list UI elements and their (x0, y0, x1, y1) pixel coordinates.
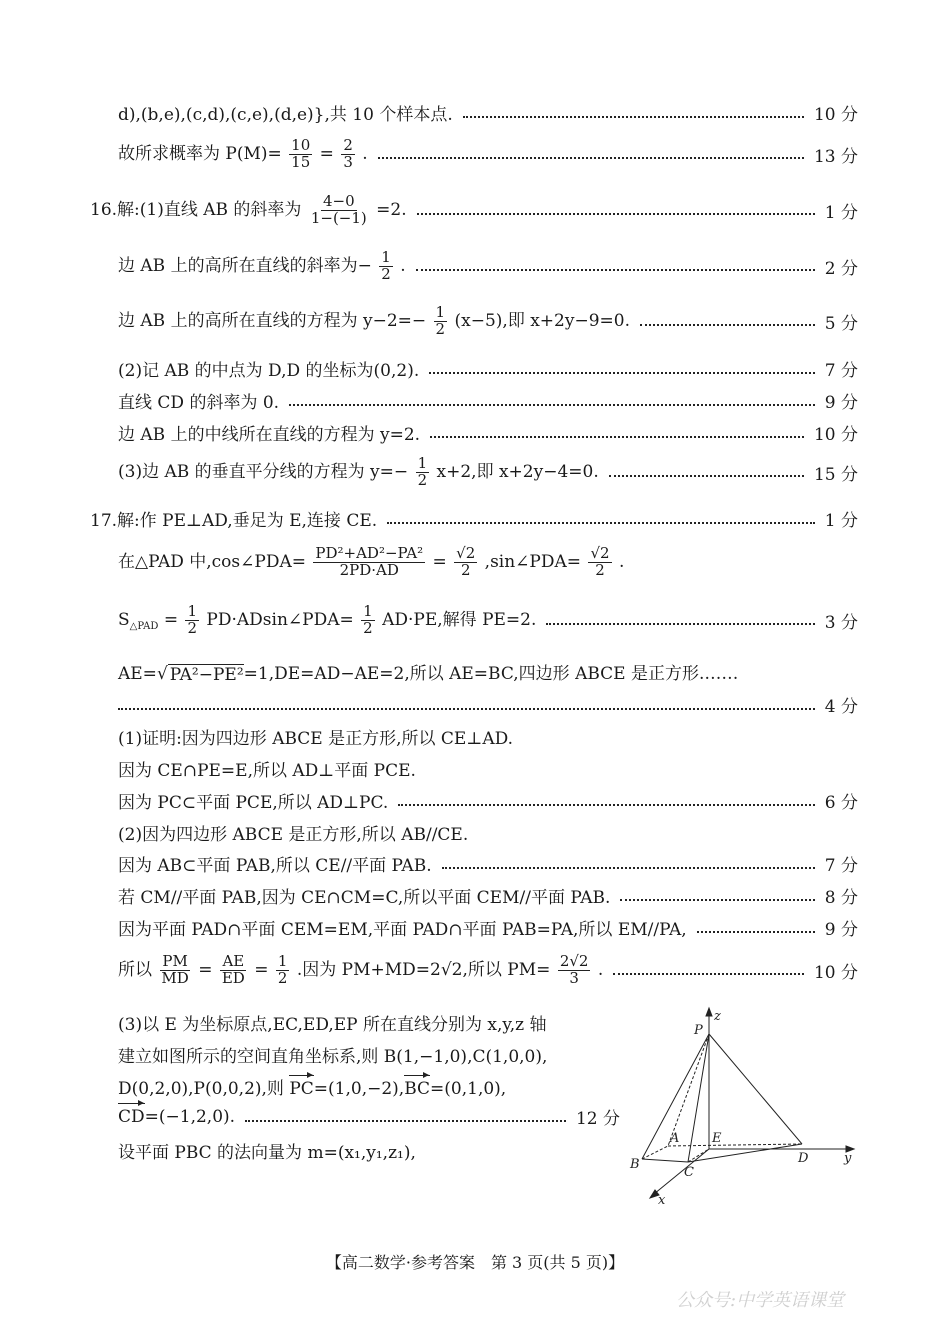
dot-leader (289, 404, 815, 406)
text-part: (3)边 AB 的垂直平分线的方程为 y=− (118, 461, 409, 482)
line-text: 设平面 PBC 的法向量为 m=(x₁,y₁,z₁), (118, 1143, 416, 1163)
fraction (159, 954, 190, 987)
line-text (118, 604, 536, 637)
text-part: 边 AB 上的高所在直线的斜率为− (118, 255, 372, 276)
denominator: 1−(−1) (310, 208, 367, 227)
text-part: 在△PAD 中,cos∠PDA= (118, 551, 306, 572)
answer-line (118, 546, 858, 579)
answer-line (118, 915, 858, 940)
dot-leader (245, 1120, 566, 1122)
line-text: 直线 CD 的斜率为 0. (118, 393, 280, 413)
fraction (361, 604, 375, 637)
numerator: 1 (381, 248, 391, 266)
label-C: C (684, 1165, 694, 1180)
answer-line (118, 788, 858, 813)
answer-line (118, 100, 858, 125)
label-P: P (694, 1023, 703, 1038)
dot-leader (463, 116, 804, 118)
text-part: 故所求概率为 P(M)= (118, 143, 282, 164)
denominator: ED (221, 968, 245, 987)
answer-line (118, 1042, 632, 1067)
line-text (90, 194, 407, 227)
answer-line (118, 250, 858, 283)
denominator: 2 (595, 560, 605, 579)
answer-line (118, 1074, 632, 1099)
numerator: 1 (417, 454, 428, 472)
fraction (558, 954, 591, 987)
fraction (313, 546, 425, 579)
fraction (309, 194, 369, 227)
line-text: 因为平面 PAD∩平面 CEM=EM,平面 PAD∩平面 PAB=PA,所以 EM//PA, (118, 920, 687, 940)
denominator: 2 (460, 560, 471, 579)
answer-line (90, 506, 858, 531)
numerator: 10 (291, 136, 311, 154)
answer-line (118, 756, 858, 781)
line-text: 因为 PC⊂平面 PCE,所以 AD⊥PC. (118, 793, 389, 813)
subscript: △PAD (129, 621, 159, 633)
fraction (276, 954, 290, 987)
edge-BC (642, 1159, 688, 1162)
answer-line (118, 1010, 632, 1035)
line-text: 建立如图所示的空间直角坐标系,则 B(1,−1,0),C(1,0,0), (118, 1047, 548, 1067)
text-part: = (319, 143, 334, 164)
edge-CD (688, 1144, 802, 1162)
answer-line (118, 724, 858, 749)
score-label: 5 分 (824, 313, 858, 334)
line-text: 因为 AB⊂平面 PAB,所以 CE//平面 PAB. (118, 856, 432, 876)
line-text (118, 305, 630, 338)
text-part: =(1,0,−2), (313, 1079, 405, 1099)
fraction (220, 954, 247, 987)
text-part: . (618, 551, 625, 572)
answer-line (118, 456, 858, 489)
numerator: 1 (187, 602, 198, 620)
text-part: =(−1,2,0). (144, 1106, 236, 1127)
line-text: 边 AB 上的中线所在直线的方程为 y=2. (118, 425, 421, 445)
fraction (379, 250, 393, 283)
denominator: 2 (417, 470, 428, 489)
score-label: 1 分 (824, 202, 858, 223)
answer-line (118, 820, 858, 845)
text-part: x+2,即 x+2y−4=0. (436, 461, 599, 482)
line-text (118, 659, 738, 685)
answer-line (118, 883, 858, 908)
denominator: 2 (381, 264, 391, 283)
numerator: 2 (343, 136, 353, 154)
square-root: √ PA²−PE² (156, 664, 244, 685)
label-E: E (712, 1131, 722, 1146)
line-text: (3)以 E 为坐标原点,EC,ED,EP 所在直线分别为 x,y,z 轴 (118, 1015, 547, 1035)
text-part: AE= (118, 664, 157, 684)
text-part: 边 AB 上的高所在直线的方程为 y−2=− (118, 310, 427, 331)
score-label: 7 分 (824, 361, 858, 381)
answer-line (90, 194, 858, 227)
label-y: y (844, 1151, 852, 1166)
numerator: AE (222, 952, 245, 970)
score-label: 10 分 (813, 105, 858, 125)
dot-leader (417, 213, 815, 215)
score-label: 10 分 (813, 962, 858, 983)
denominator: 2 (187, 618, 198, 637)
line-text: (2)记 AB 的中点为 D,D 的坐标为(0,2). (118, 361, 420, 381)
denominator: MD (161, 968, 189, 987)
watermark: 公众号:中学英语课堂 (676, 1290, 845, 1311)
score-label: 9 分 (824, 920, 858, 940)
score-label: 6 分 (824, 793, 858, 813)
answer-line (118, 604, 858, 637)
dot-leader (416, 269, 815, 271)
vector: PC (289, 1079, 314, 1099)
score-label: 9 分 (824, 393, 858, 413)
z-arrow (706, 1008, 712, 1016)
text-part: = (163, 609, 179, 630)
score-label: 13 分 (813, 146, 858, 167)
line-text (118, 456, 599, 489)
text-part: PD·ADsin∠PDA= (206, 609, 354, 630)
line-text (118, 250, 406, 283)
label-A: A (670, 1131, 680, 1146)
text-part: =2. (376, 199, 407, 220)
edge-PA (668, 1034, 709, 1146)
vector: BC (404, 1079, 431, 1099)
text-part: S (118, 609, 130, 630)
edge-PD (709, 1034, 802, 1144)
3d-coordinate-figure (622, 1004, 872, 1210)
label-z: z (714, 1009, 721, 1024)
numerator: PM (162, 952, 188, 970)
x-axis (654, 1149, 709, 1194)
answer-line (118, 1138, 632, 1163)
score-label: 15 分 (813, 464, 858, 485)
dot-leader (613, 973, 804, 975)
text-part: AD·PE,解得 PE=2. (382, 609, 537, 630)
dot-leader (378, 157, 804, 159)
dot-leader (118, 708, 815, 710)
dot-leader (429, 372, 815, 374)
score-label: 10 分 (813, 425, 858, 445)
dot-leader (398, 804, 814, 806)
radicand: PA²−PE² (169, 665, 244, 685)
numerator: 1 (435, 303, 446, 321)
line-text: 若 CM//平面 PAB,因为 CE∩CM=C,所以平面 CEM//平面 PAB. (118, 888, 611, 908)
line-text: 17.解:作 PE⊥AD,垂足为 E,连接 CE. (90, 511, 378, 531)
text-part: . (597, 959, 604, 980)
denominator: 2 (277, 968, 288, 987)
numerator: 1 (363, 602, 373, 620)
fraction (416, 456, 430, 489)
label-D: D (798, 1151, 809, 1166)
dot-leader (640, 324, 815, 326)
dot-leader (620, 899, 814, 901)
denominator: 3 (343, 152, 353, 171)
score-label: 3 分 (824, 612, 858, 633)
fraction (434, 305, 448, 338)
line-text (118, 1074, 506, 1099)
text-part: = (254, 959, 269, 980)
line-text: (2)因为四边形 ABCE 是正方形,所以 AB//CE. (118, 825, 469, 845)
answer-line (118, 692, 858, 717)
denominator: 2 (435, 319, 446, 338)
text-part: ,sin∠PDA= (484, 551, 582, 572)
text-part: =1,DE=AD−AE=2,所以 AE=BC,四边形 ABCE 是正方形.…… (243, 664, 739, 684)
numerator: 4−0 (322, 192, 355, 210)
score-label: 12 分 (575, 1109, 620, 1129)
denominator: 15 (291, 152, 311, 171)
denominator: 2 (363, 618, 373, 637)
dot-leader (697, 931, 815, 933)
numerator: 1 (277, 952, 288, 970)
label-B: B (630, 1157, 640, 1172)
line-text (118, 546, 624, 579)
answer-line (118, 138, 858, 171)
numerator: √2 (456, 544, 476, 562)
fraction (341, 138, 355, 171)
dot-leader (609, 475, 804, 477)
page-footer: 【高二数学·参考答案 第 3 页(共 5 页)】 (325, 1253, 625, 1272)
numerator: √2 (590, 544, 610, 562)
text-part: . (400, 255, 406, 276)
text-part: .因为 PM+MD=2√2,所以 PM= (296, 959, 551, 980)
text-part: = (198, 959, 213, 980)
answer-line (118, 1104, 620, 1129)
score-label: 7 分 (824, 856, 858, 876)
vector: CD (118, 1106, 145, 1127)
denominator: 2PD·AD (339, 560, 399, 579)
line-text: (1)证明:因为四边形 ABCE 是正方形,所以 CE⊥AD. (118, 729, 514, 749)
answer-line (118, 851, 858, 876)
score-label: 1 分 (824, 511, 858, 531)
denominator: 3 (569, 968, 579, 987)
line-text: 因为 CE∩PE=E,所以 AD⊥平面 PCE. (118, 761, 416, 781)
fraction (185, 604, 199, 637)
numerator: PD²+AD²−PA² (315, 544, 424, 562)
fraction (454, 546, 477, 579)
text-part: = (432, 551, 447, 572)
answer-line (118, 420, 858, 445)
numerator: 2√2 (559, 952, 589, 970)
line-text (118, 138, 368, 171)
text-part: . (362, 143, 368, 164)
label-x: x (658, 1193, 666, 1208)
answer-line (118, 659, 858, 685)
text-part: =(0,1,0), (430, 1079, 507, 1099)
dot-leader (546, 623, 814, 625)
dot-leader (442, 867, 815, 869)
answer-line (118, 305, 858, 338)
answer-line (118, 356, 858, 381)
fraction (588, 546, 611, 579)
line-text (118, 954, 603, 987)
text-part: 16.解:(1)直线 AB 的斜率为 (90, 199, 302, 220)
text-part: (x−5),即 x+2y−9=0. (454, 310, 630, 331)
answer-line (118, 954, 858, 987)
score-label: 8 分 (824, 888, 858, 908)
dot-leader (430, 436, 804, 438)
score-label: 2 分 (824, 258, 858, 279)
text-part: 所以 (118, 959, 152, 980)
line-text (118, 1107, 235, 1127)
dot-leader (387, 522, 815, 524)
fraction (289, 138, 312, 171)
line-text: d),(b,e),(c,d),(c,e),(d,e)},共 10 个样本点. (118, 105, 453, 125)
score-label: 4 分 (824, 697, 858, 717)
answer-line (118, 388, 858, 413)
text-part: D(0,2,0),P(0,0,2),则 (118, 1079, 290, 1099)
edge-AD (668, 1144, 802, 1146)
